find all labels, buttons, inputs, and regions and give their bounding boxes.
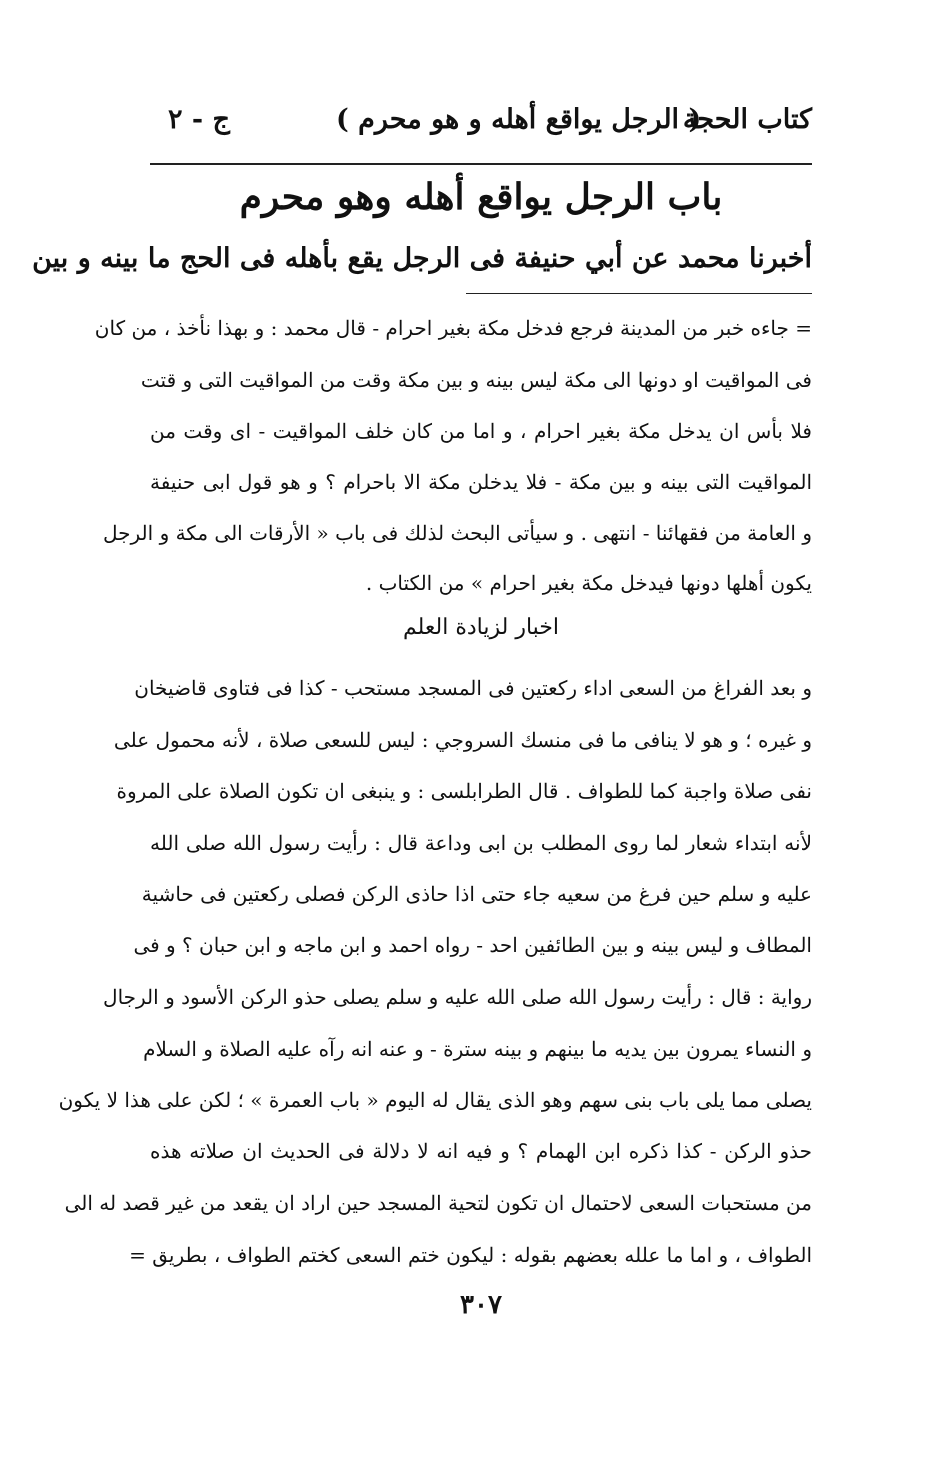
- footnote-line: المواقيت التى بينه و بين مكة - فلا يدخلن مكة الا باحرام ؟ و هو قول ابى حنيفة: [150, 470, 812, 494]
- running-header: [150, 104, 812, 156]
- footnote-line: فلا بأس ان يدخل مكة بغير احرام ، و اما من كان خلف المواقيت - اى وقت من: [150, 419, 812, 443]
- page-number: ٣٠٧: [460, 1290, 502, 1320]
- section-line: من مستحبات السعى لاحتمال ان تكون لتحية المسجد حين اراد ان يقعد من غير قصد له الى: [64, 1191, 812, 1215]
- footnote-line: فى المواقيت او دونها الى مكة ليس بينه و بين مكة وقت من المواقيت التى و قتت: [140, 368, 812, 392]
- section-line: عليه و سلم حين فرغ من سعيه جاء حتى اذا حاذى الركن فصلى ركعتين فى حاشية: [141, 882, 812, 906]
- section-line: الطواف ، و اما ما علله بعضهم بقوله : ليكون ختم السعى كختم الطواف ، بطريق =: [129, 1243, 812, 1267]
- header-volume: ج - ٢: [168, 104, 230, 135]
- footnote-rule: [466, 293, 812, 294]
- header-book-title: كتاب الحجة: [682, 104, 812, 135]
- header-chapter-title: ( الرجل يواقع أهله و هو محرم ): [336, 104, 702, 135]
- footnote-line: يكون أهلها دونها فيدخل مكة بغير احرام » من الكتاب .: [365, 571, 812, 595]
- chapter-title: باب الرجل يواقع أهله وهو محرم: [239, 176, 723, 218]
- section-heading: اخبار لزيادة العلم: [402, 615, 559, 640]
- section-line: رواية : قال : رأيت رسول الله صلى الله عليه و سلم يصلى حذو الركن الأسود و الرجال: [103, 985, 812, 1009]
- section-line: نفى صلاة واجبة كما للطواف . قال الطرابلسى : و ينبغى ان تكون الصلاة على المروة: [116, 779, 812, 803]
- section-line: لأنه ابتداء شعار لما روى المطلب بن ابى وداعة قال : رأيت رسول الله صلى الله: [150, 831, 812, 855]
- header-rule: [150, 163, 812, 165]
- section-line: المطاف و ليس بينه و بين الطائفين احد - رواه احمد و ابن ماجه و ابن حبان ؟ و فى: [133, 933, 812, 957]
- section-line: و بعد الفراغ من السعى اداء ركعتين فى المسجد مستحب - كذا فى فتاوى قاضيخان: [134, 676, 812, 700]
- section-line: و النساء يمرون بين يديه ما بينهم و بينه سترة - و عنه انه رآه عليه الصلاة و السلام: [143, 1037, 812, 1061]
- section-line: يصلى مما يلى باب بنى سهم وهو الذى يقال له اليوم « باب العمرة » ؛ لكن على هذا لا يكون: [58, 1088, 812, 1112]
- footnote-line: و العامة من فقهائنا - انتهى . و سيأتى البحث لذلك فى باب « الأرقات الى مكة و الرجل: [103, 521, 812, 545]
- footnote-line: = جاءه خبر من المدينة فرجع فدخل مكة بغير احرام - قال محمد : و بهذا نأخذ ، من كان: [94, 316, 812, 340]
- main-text: أخبرنا محمد عن أبي حنيفة فى الرجل يقع بأهله فى الحج ما بينه و بين: [32, 243, 812, 274]
- section-line: و غيره ؛ و هو لا ينافى ما فى منسك السروجي : ليس للسعى صلاة ، لأنه محمول على: [113, 728, 812, 752]
- section-line: حذو الركن - كذا ذكره ابن الهمام ؟ و فيه انه لا دلالة فى الحديث ان صلاته هذه: [150, 1139, 812, 1163]
